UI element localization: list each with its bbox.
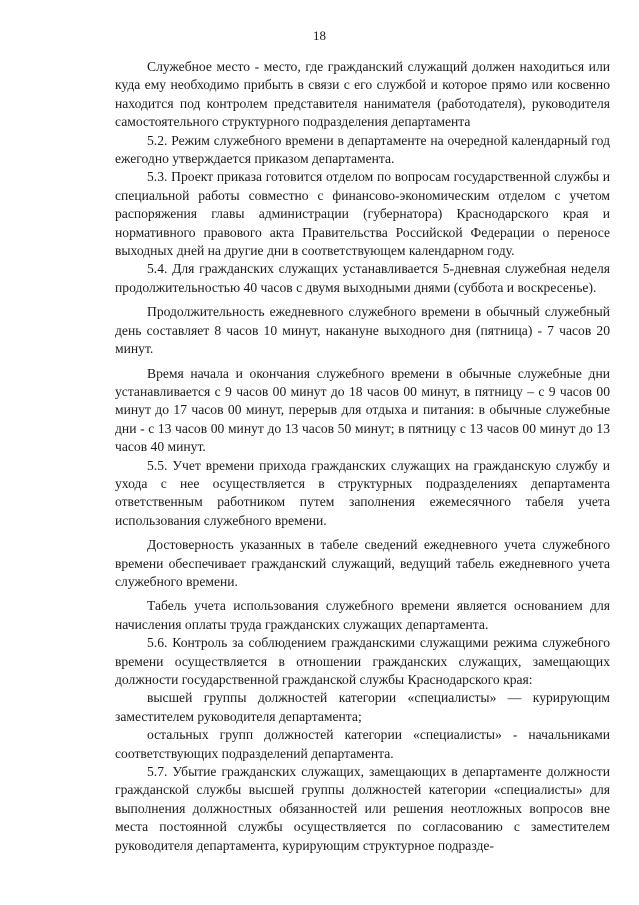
page-number: 18 — [313, 28, 326, 43]
paragraph-control-other-groups: остальных групп должностей категории «специалисты» - начальниками соответствующих подразделений департамента. — [115, 727, 610, 761]
paragraph-timesheet-accuracy: Достоверность указанных в табеле сведений ежедневного учета служебного времени обеспечивает гражданский служащий, ведущий табель ежедневного учета служебного времени. — [115, 537, 610, 589]
paragraph-5-6: 5.6. Контроль за соблюдением гражданскими служащими режима служебного времени осуществляется в отношении гражданских служащих, замещающих должности государственной гражданской службы Краснодарского края: — [115, 635, 610, 687]
paragraph-daily-duration: Продолжительность ежедневного служебного времени в обычный служебный день составляет 8 часов 10 минут, накануне выходного дня (пятница) - 7 часов 20 минут. — [115, 304, 610, 357]
paragraph-5-3: 5.3. Проект приказа готовится отделом по вопросам государственной службы и специальной работы совместно с финансово-экономическим отделом с учетом распоряжения главы администрации (губернатора) Краснодарского края и нормативного правового акта Правительства Российской Федерации о переносе выходных дней на другие дни в соответствующем календарном году. — [115, 169, 610, 259]
document-body — [115, 58, 610, 855]
paragraph-timesheet-basis: Табель учета использования служебного времени является основанием для начисления оплаты труда гражданских служащих департамента. — [115, 598, 610, 632]
paragraph-5-4: 5.4. Для гражданских служащих устанавливается 5-дневная служебная неделя продолжительностью 40 часов с двумя выходными днями (суббота и воскресенье). — [115, 261, 610, 295]
paragraph-service-place: Служебное место - место, где гражданский служащий должен находиться или куда ему необходимо прибыть в связи с его службой и которое прямо или косвенно находится под контролем представителя нанимателя (работодателя), руководителя самостоятельного структурного подразделения департамента — [115, 59, 610, 130]
paragraph-5-7: 5.7. Убытие гражданских служащих, замещающих в департаменте должности гражданской службы высшей группы должностей категории «специалисты» для выполнения должностных обязанностей или решения неотложных вопросов вне места постоянной службы осуществляется по согласованию с заместителем руководителя департамента, курирующим структурное подразде- — [115, 764, 610, 853]
paragraph-control-highest-group: высшей группы должностей категории «специалисты» — курирующим заместителем руководителя департамента; — [115, 690, 610, 724]
paragraph-5-5: 5.5. Учет времени прихода гражданских служащих на гражданскую службу и ухода с нее осуществляется в структурных подразделениях департамента ответственным работником путем заполнения ежемесячного табеля учета использования служебного времени. — [115, 457, 610, 528]
paragraph-5-2: 5.2. Режим служебного времени в департаменте на очередной календарный год ежегодно утверждается приказом департамента. — [115, 132, 610, 167]
paragraph-working-hours: Время начала и окончания служебного времени в обычные служебные дни устанавливается с 9 часов 00 минут до 18 часов 00 минут, в пятницу – с 9 часов 00 минут до 17 часов 00 минут, перерыв для отдыха и питания: в обычные служебные дни - с 13 часов 00 минут до 13 часов 50 минут; в пятницу с 13 часов 00 минут до 13 часов 40 минут. — [115, 365, 610, 455]
